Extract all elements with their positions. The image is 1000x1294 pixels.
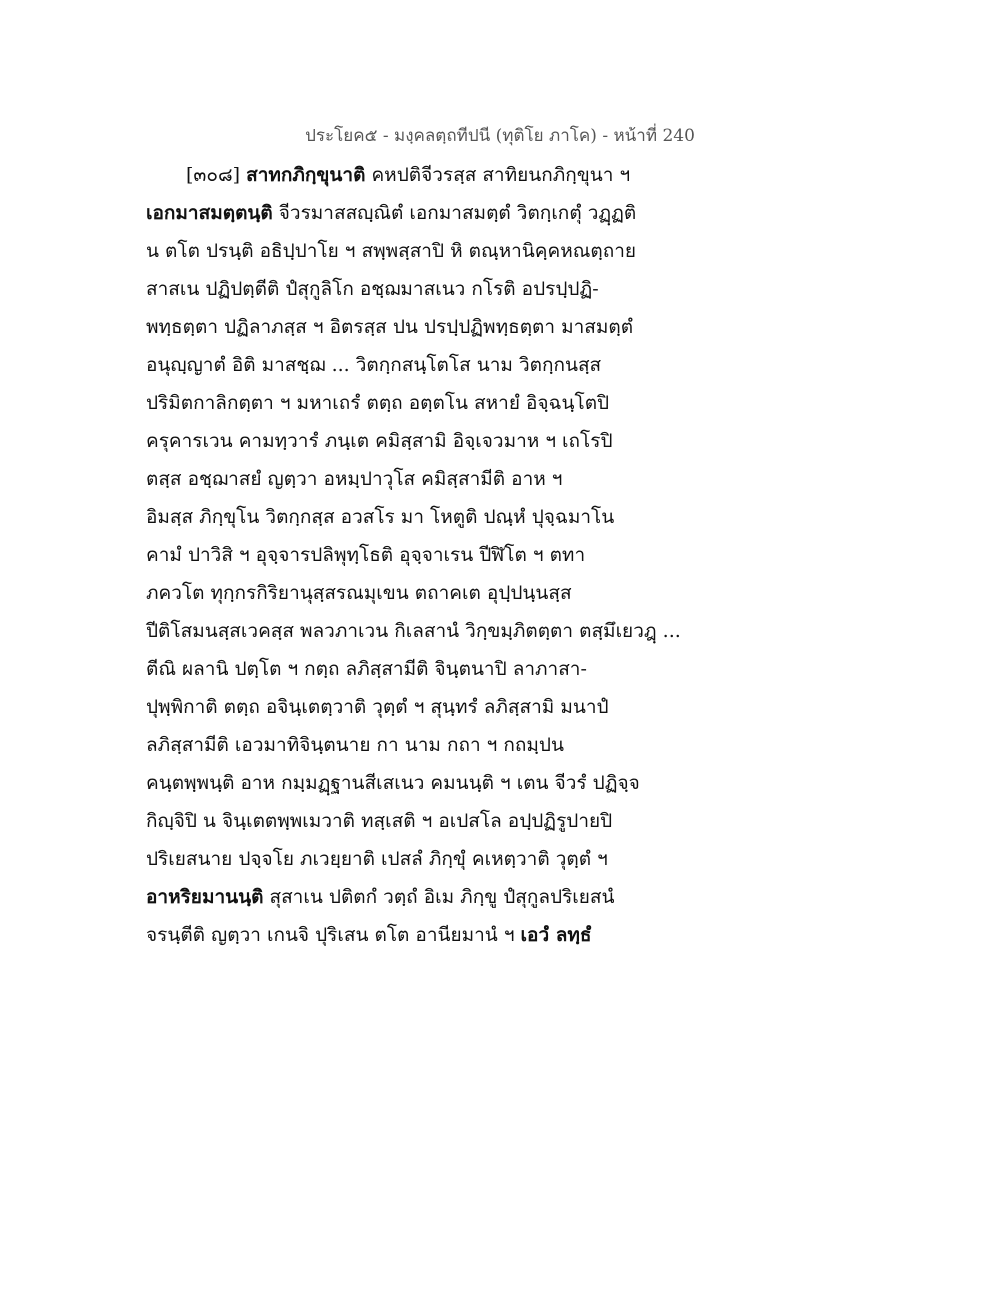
bold-term: อาหริยมานนฺติ: [146, 886, 264, 908]
text-segment: พทฺธตฺตา ปฏิลาภสฺส ฯ อิตรสฺส ปน ปรปฺปฏิพทฺธตฺตา มาสมตฺตํ: [146, 316, 634, 338]
bold-term: สาทกภิกฺขุนาติ: [246, 164, 366, 186]
bold-term: เอวํ ลทฺธํ: [520, 924, 592, 946]
text-segment: อิมสฺส ภิกฺขุโน วิตกฺกสฺส อวสโร มา โหตูติ ปณฺหํ ปุจฺฉมาโน: [146, 506, 615, 528]
text-line: [146, 156, 866, 194]
text-line: [146, 308, 866, 346]
text-line: [146, 916, 866, 954]
text-line: [146, 270, 866, 308]
text-line: [146, 688, 866, 726]
bold-term: เอกมาสมตฺตนฺติ: [146, 202, 273, 224]
text-line: [146, 384, 866, 422]
text-segment: ปริเยสนาย ปจฺจโย ภเวยฺยาติ เปสลํ ภิกฺขุํ คเหตฺวาติ วุตฺตํ ฯ: [146, 848, 608, 870]
text-segment: ปีติโสมนสฺสเวคสฺส พลวภาเวน กิเลสานํ วิกฺขมฺภิตตฺตา ตสฺมึเยวฎฺ ...: [146, 620, 681, 642]
text-segment: จรนฺตีติ ญตฺวา เกนจิ ปุริเสน ตโต อานียมานํ ฯ: [146, 924, 521, 946]
text-segment: คนฺตพฺพนฺติ อาห กมฺมฏฺฐานสีเสเนว คมนนฺติ ฯ เตน จีวรํ ปฏิจฺจ: [146, 772, 640, 794]
text-line: [146, 612, 866, 650]
text-segment: น ตโต ปรนฺติ อธิปฺปาโย ฯ สพฺพสฺสาปิ หิ ตณฺหานิคฺคหณตฺถาย: [146, 240, 637, 262]
text-line: [146, 802, 866, 840]
text-line: [146, 536, 866, 574]
text-segment: ตีณิ ผลานิ ปตฺโต ฯ กตฺถ ลภิสฺสามีติ จินฺตนาปิ ลาภาสา-: [146, 658, 587, 680]
text-segment: ปริมิตกาลิกตฺตา ฯ มหาเถรํ ตตฺถ อตฺตโน สหายํ อิจฺฉนฺโตปิ: [146, 392, 610, 414]
text-segment: สุสาเน ปติตกํ วตฺถํ อิเม ภิกฺขู ปํสุกูลปริเยสนํ: [263, 886, 615, 908]
text-segment: ปุพฺพิกาติ ตตฺถ อจินฺเตตฺวาติ วุตฺตํ ฯ สุนฺทรํ ลภิสฺสามิ มนาปํ: [146, 696, 609, 718]
body-text: [146, 156, 866, 954]
text-segment: ตสฺส อชฺฌาสยํ ญตฺวา อหมฺปาวุโส คมิสฺสามีติ อาห ฯ: [146, 468, 563, 490]
text-line: [146, 764, 866, 802]
text-line: [146, 498, 866, 536]
text-segment: จีวรมาสสญฺณิตํ เอกมาสมตฺตํ วิตกฺเกตุํ วฏฺฏติ: [272, 202, 637, 224]
text-line: [146, 346, 866, 384]
text-line: [146, 460, 866, 498]
page-header: ประโยค๕ - มงฺคลตฺถทีปนี (ทุติโย ภาโค) - หน้าที่ 240: [305, 126, 695, 146]
text-segment: คหปติจีวรสฺส สาทิยนกภิกฺขุนา ฯ: [365, 164, 631, 186]
text-segment: กิญฺจิปิ น จินฺเตตพฺพเมวาติ ทสฺเสติ ฯ อเปสโล อปฺปฏิรูปายปิ: [146, 810, 613, 832]
text-line: [146, 650, 866, 688]
text-line: [146, 232, 866, 270]
text-line: [146, 422, 866, 460]
text-segment: คามํ ปาวิสิ ฯ อุจฺจารปลิพุทฺโธติ อุจฺจาเรน ปีฬิโต ฯ ตทา: [146, 544, 586, 566]
text-segment: ลภิสฺสามีติ เอวมาทิจินฺตนาย กา นาม กถา ฯ กถมฺปน: [146, 734, 564, 756]
text-segment: อนุญฺญาตํ อิติ มาสชฺฌ ... วิตกฺกสนฺโตโส นาม วิตกฺกนสฺส: [146, 354, 602, 376]
text-segment: ภควโต ทุกฺกรกิริยานุสฺสรณมุเขน ตถาคเต อุปฺปนฺนสฺส: [146, 582, 572, 604]
text-line: [146, 840, 866, 878]
text-line: [146, 878, 866, 916]
text-segment: สาสเน ปฏิปตฺตีติ ปํสุกูลิโก อชฺฌมาสเนว กโรติ อปรปฺปฏิ-: [146, 278, 599, 300]
text-line: [146, 194, 866, 232]
text-segment: [๓๐๘]: [186, 164, 247, 186]
text-segment: ครุคารเวน คามทฺวารํ ภนฺเต คมิสฺสามิ อิจฺเจวมาห ฯ เถโรปิ: [146, 430, 613, 452]
text-line: [146, 574, 866, 612]
text-line: [146, 726, 866, 764]
